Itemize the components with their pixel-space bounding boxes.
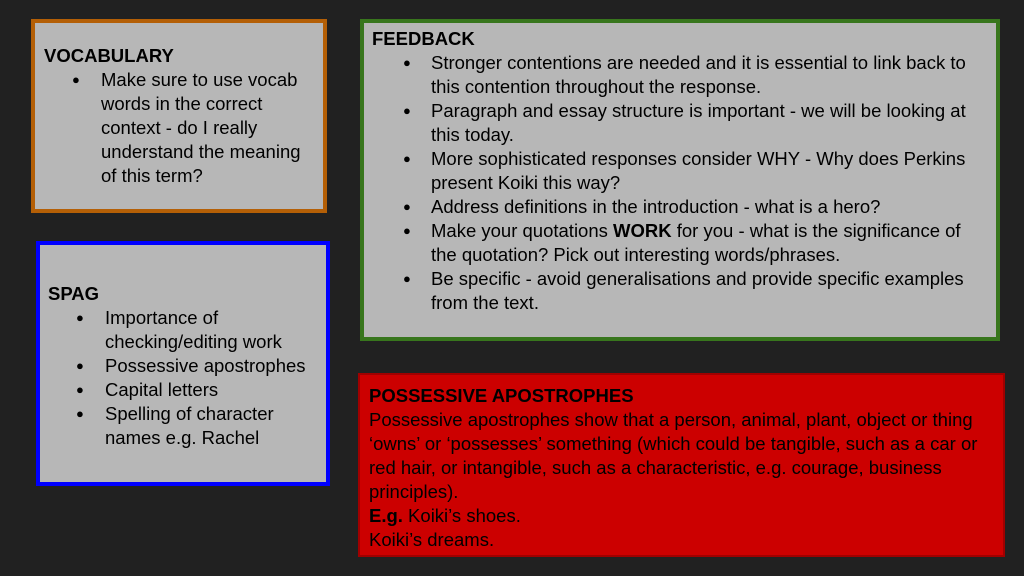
bullet-icon: ● — [403, 55, 411, 70]
bullet-icon: ● — [76, 406, 84, 421]
list-item — [372, 147, 988, 195]
spag-panel — [36, 241, 330, 486]
spag-item-text: Capital letters — [105, 379, 219, 400]
bullet-icon: ● — [76, 310, 84, 325]
feedback-panel — [360, 19, 1000, 341]
feedback-title: FEEDBACK — [372, 28, 475, 49]
feedback-item-text: Be specific - avoid generalisations and provide specific examples from the text. — [431, 268, 964, 313]
vocabulary-item-text: Make sure to use vocab words in the correct context - do I really understand the meaning of this term? — [101, 69, 301, 186]
bullet-icon: ● — [403, 199, 411, 214]
feedback-item-text: More sophisticated responses consider WHY - Why does Perkins present Koiki this way? — [431, 148, 966, 193]
feedback-list — [372, 51, 988, 315]
spag-list — [48, 306, 318, 450]
vocabulary-panel — [31, 19, 327, 213]
apostrophes-title: POSSESSIVE APOSTROPHES — [369, 385, 634, 406]
list-item — [44, 68, 315, 188]
bullet-icon: ● — [403, 103, 411, 118]
list-item — [372, 219, 988, 267]
possessive-apostrophes-panel — [358, 373, 1005, 557]
feedback-item-text: Stronger contentions are needed and it is essential to link back to this contention throughout the response. — [431, 52, 966, 97]
list-item — [372, 267, 988, 315]
feedback-item-text: Paragraph and essay structure is important - we will be looking at this today. — [431, 100, 966, 145]
feedback-item-emphasis: WORK — [613, 220, 672, 241]
bullet-icon: ● — [76, 382, 84, 397]
feedback-item-text-post: for you - what is the significance of the quotation? Pick out interesting words/phrases. — [431, 220, 961, 265]
bullet-icon: ● — [403, 223, 411, 238]
list-item — [372, 99, 988, 147]
bullet-icon: ● — [403, 151, 411, 166]
spag-item-text: Possessive apostrophes — [105, 355, 306, 376]
list-item — [372, 51, 988, 99]
bullet-icon: ● — [403, 271, 411, 286]
spag-title: SPAG — [48, 283, 100, 304]
vocabulary-title: VOCABULARY — [44, 45, 174, 66]
feedback-item-text-pre: Make your quotations — [431, 220, 614, 241]
list-item — [48, 354, 318, 378]
bullet-icon: ● — [76, 358, 84, 373]
bullet-icon: ● — [72, 72, 80, 87]
vocabulary-list — [44, 68, 315, 188]
apostrophes-body: Possessive apostrophes show that a person, animal, plant, object or thing ‘owns’ or ‘possesses’ something (which could be tangible, such as a car or red hair, or intangible, such as a characteristic, e.g. courage, business principles). — [369, 409, 978, 502]
feedback-item-text: Address definitions in the introduction - what is a hero? — [431, 196, 881, 217]
list-item — [48, 402, 318, 450]
spag-item-text: Importance of checking/editing work — [105, 307, 282, 352]
apostrophes-example-line — [369, 504, 995, 528]
apostrophes-example-line-2: Koiki’s dreams. — [369, 529, 495, 550]
list-item — [48, 306, 318, 354]
list-item — [48, 378, 318, 402]
example-text: Koiki’s shoes. — [402, 505, 521, 526]
example-label: E.g. — [369, 505, 403, 526]
list-item — [372, 195, 988, 219]
spag-item-text: Spelling of character names e.g. Rachel — [105, 403, 274, 448]
